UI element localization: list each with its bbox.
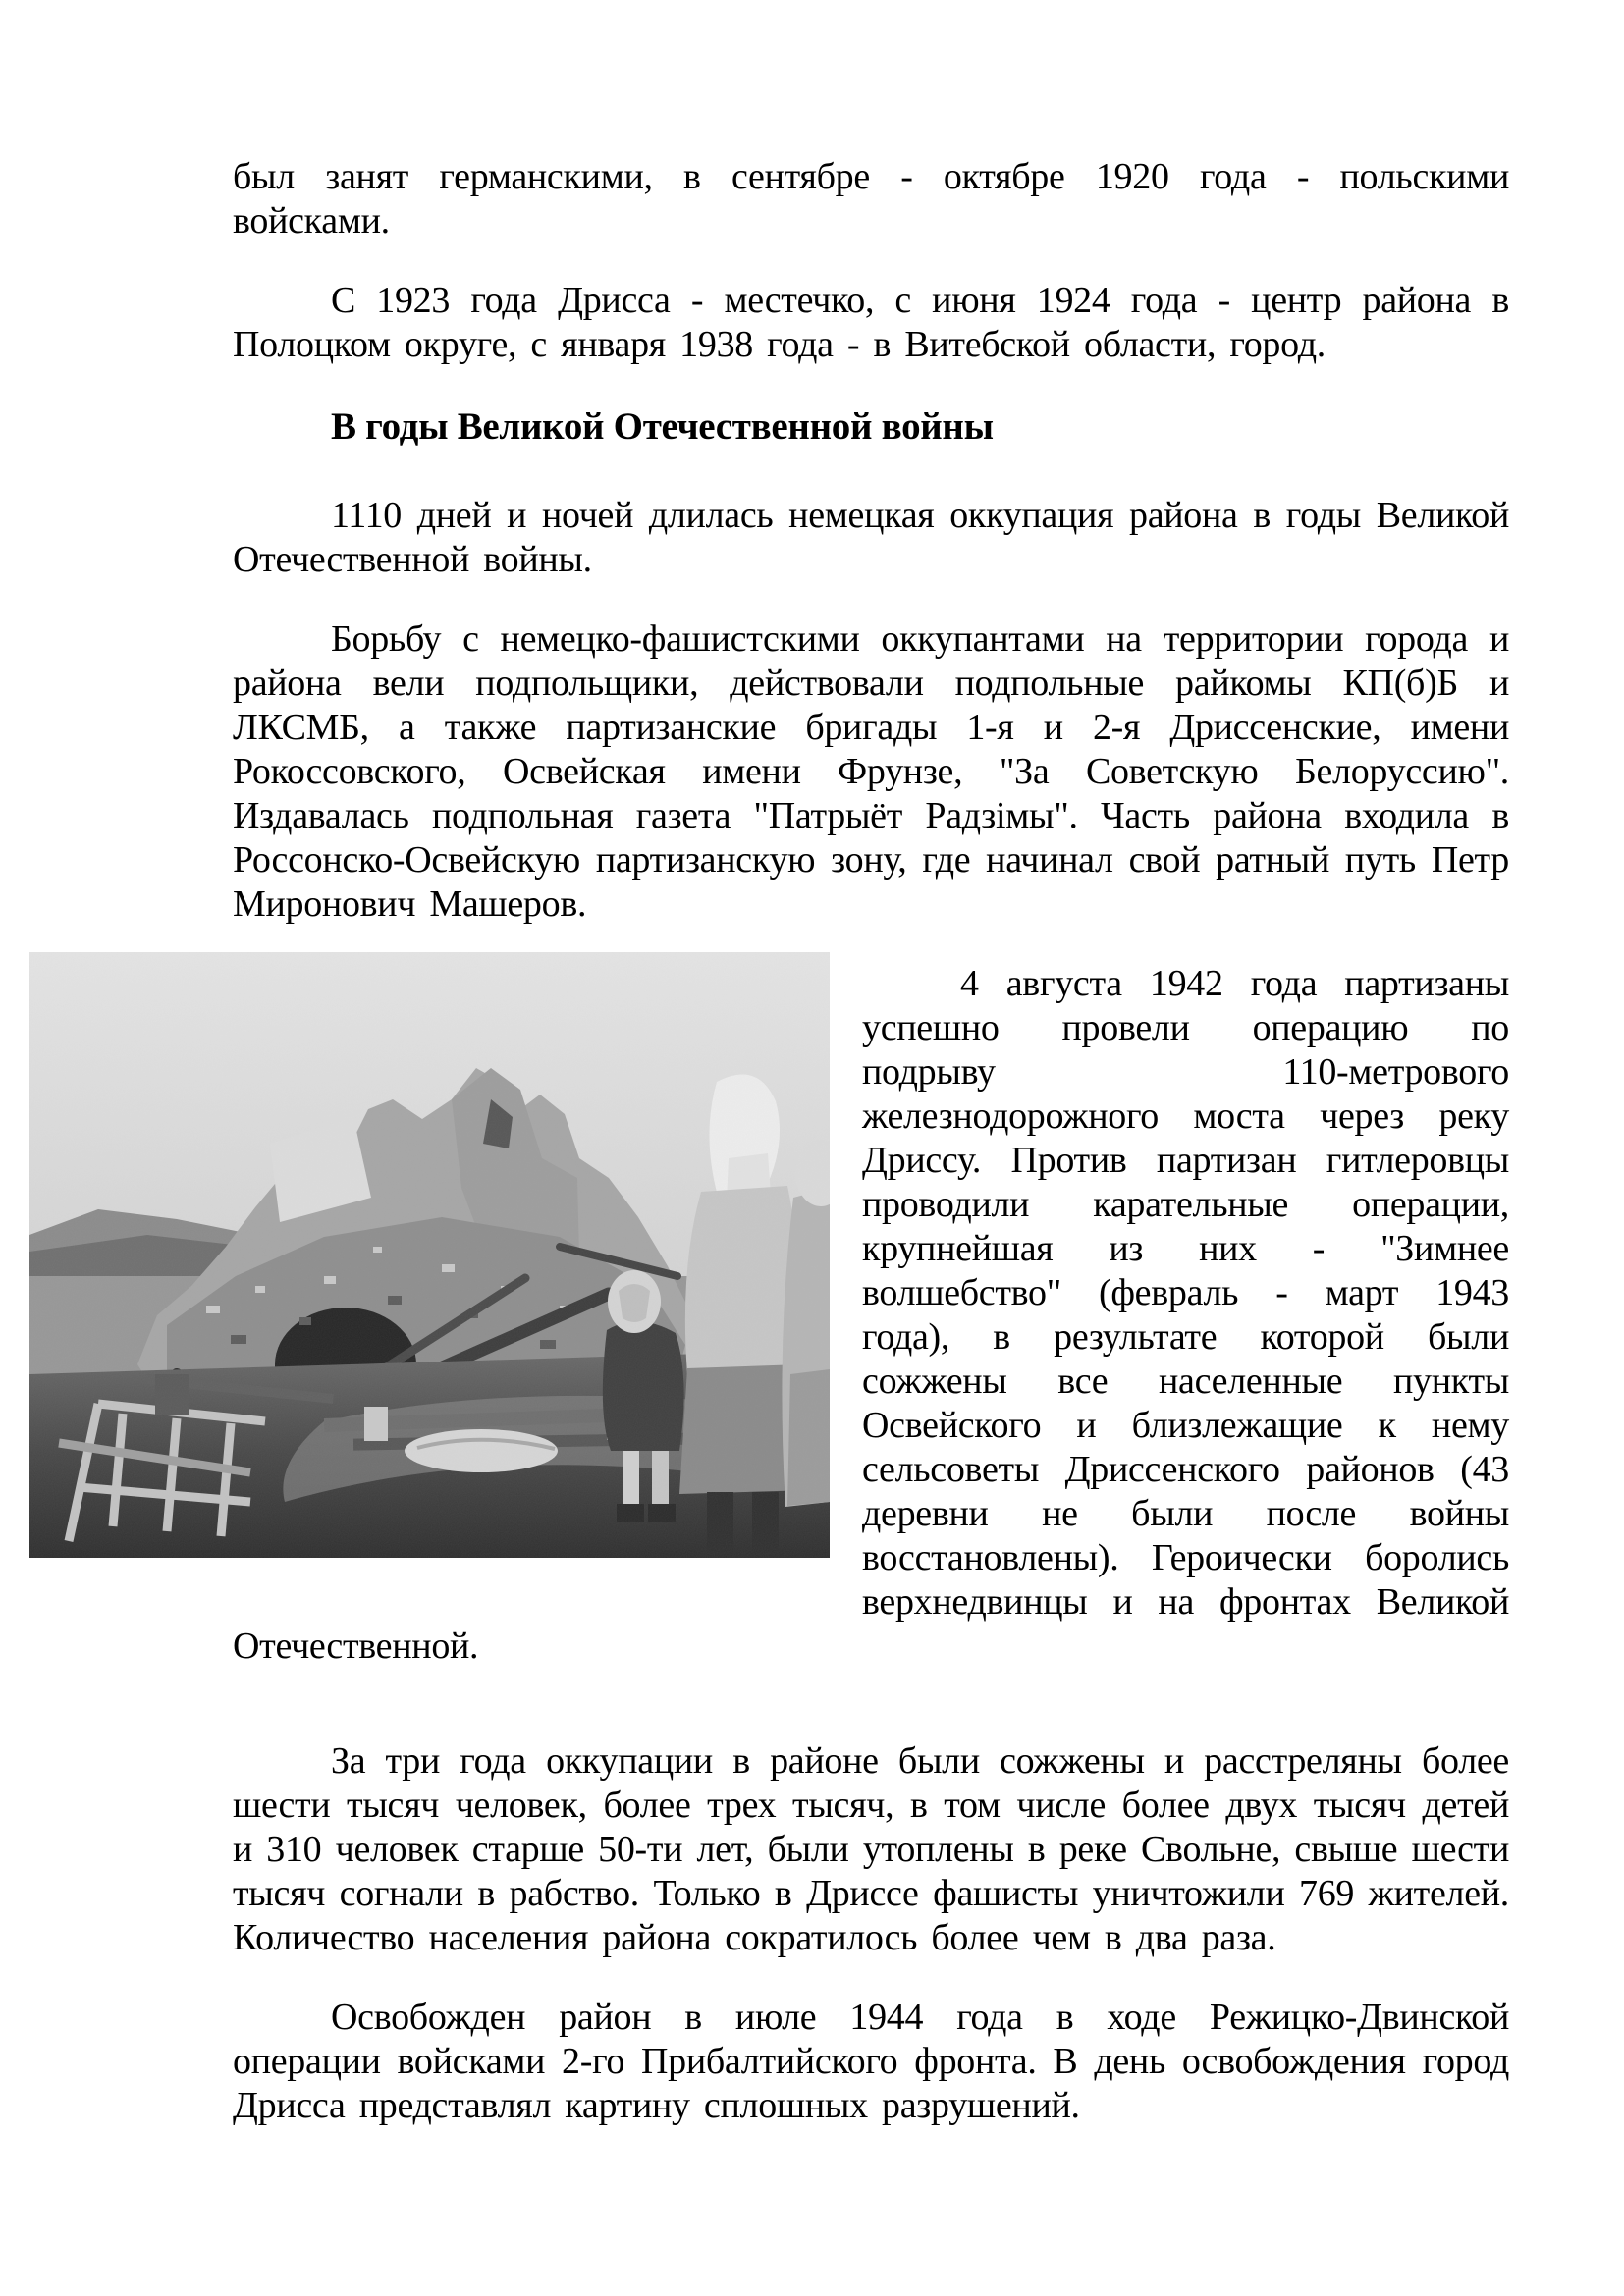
paragraph-drissa-status: С 1923 года Дрисса - местечко, с июня 1924 года - центр района в Полоцком округе, с января 1938 года - в Витебской области, город. — [233, 280, 1509, 365]
war-ruins-photo — [29, 952, 830, 1558]
paragraph-occupation-losses: За три года оккупации в районе были сожжены и расстреляны более шести тысяч человек, более трех тысяч, в том числе более двух тысяч детей и 310 человек старше 50-ти лет, были утоплены в реке Свольне, свыше шести тысяч согнали в рабство. Только в Дриссе фашисты уничтожили 769 жителей. Количество населения района сократилось более чем в два раза. — [233, 1740, 1509, 1958]
section-heading: В годы Великой Отечественной войны — [331, 405, 994, 448]
photo-paragraph-block — [233, 962, 1509, 1704]
paragraph-continuation: был занят германскими, в сентябре - октябре 1920 года - польскими войсками. — [233, 156, 1509, 241]
paragraph-liberation: Освобожден район в июле 1944 года в ходе Режицко-Двинской операции войсками 2-го Прибалтийского фронта. В день освобождения город Дрисса представлял картину сплошных разрушений. — [233, 1997, 1509, 2126]
paragraph-occupation-days: 1110 дней и ночей длилась немецкая оккупация района в годы Великой Отечественной войны. — [233, 495, 1509, 580]
war-ruins-photo-art — [29, 952, 830, 1558]
paragraph-underground-struggle: Борьбу с немецко-фашистскими оккупантами на территории города и района вели подпольщики, действовали подпольные райкомы КП(б)Б и ЛКСМБ, а также партизанские бригады 1-я и 2-я Дриссенские, имени Рокоссовского, Освейская имени Фрунзе, "За Советскую Белоруссию". Издавалась подпольная газета "Патрыёт Радзімы". Часть района входила в Россонско-Освейскую партизанскую зону, где начинал свой ратный путь Петр Миронович Машеров. — [233, 618, 1509, 925]
paragraph-partisan-operations: 4 августа 1942 года партизаны успешно провели операцию по подрыву 110-метрового железнодорожного моста через реку Дриссу. Против партизан гитлеровцы проводили карательные операции, крупнейшая из них - "Зимнее волшебство" (февраль - март 1943 года), в результате которой были сожжены все населенные пункты Освейского и близлежащие к нему сельсоветы Дриссенского районов (43 деревни не были после войны восстановлены). Героически боролись верхнедвинцы и на фронтах Великой Отечественной. — [233, 963, 1509, 1667]
film-grain-overlay — [29, 952, 830, 1558]
